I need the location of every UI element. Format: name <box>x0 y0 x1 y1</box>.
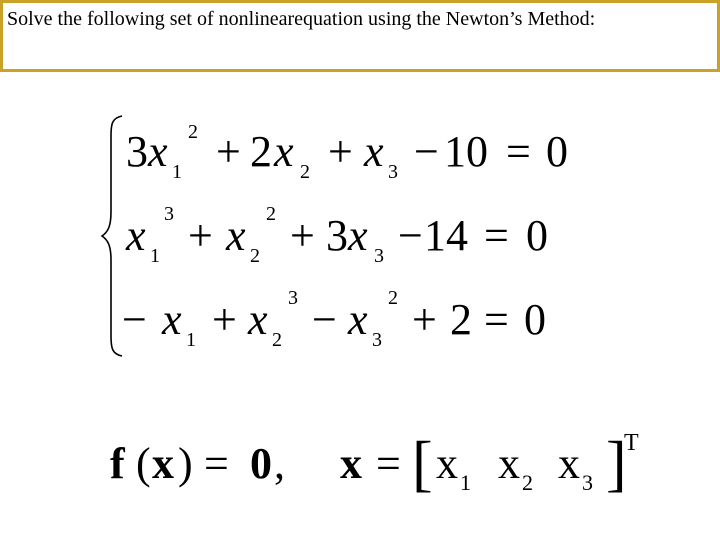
vec-f: f <box>110 439 125 488</box>
eq1-equals: = <box>506 127 531 176</box>
eq1-sup1: 2 <box>188 121 198 143</box>
eq2-sub3: 3 <box>374 245 384 267</box>
vec-v1: x <box>436 439 458 488</box>
equation-1 <box>126 121 568 183</box>
eq2-op3: − <box>398 211 423 260</box>
eq1-var1: x <box>148 127 168 176</box>
eq2-op1: + <box>188 211 213 260</box>
eq2-rhs: 0 <box>526 211 548 260</box>
eq3-lead: − <box>122 295 147 344</box>
eq2-var2: x <box>226 211 246 260</box>
eq1-op2: + <box>328 127 353 176</box>
eq3-op2: − <box>312 295 337 344</box>
eq2-sub1: 1 <box>150 245 160 267</box>
eq3-equals: = <box>484 295 509 344</box>
vec-x2: x <box>340 439 362 488</box>
eq3-sup2: 3 <box>288 287 298 309</box>
vec-lparen: ( <box>136 439 151 488</box>
system-brace <box>102 116 122 356</box>
vec-v3: x <box>558 439 580 488</box>
vec-lbracket: [ <box>412 430 433 498</box>
vec-x: x <box>152 439 174 488</box>
vec-equals2: = <box>376 439 401 488</box>
eq3-op3: + <box>412 295 437 344</box>
eq3-sub1: 1 <box>186 329 196 351</box>
vec-transpose: T <box>624 430 639 456</box>
vec-zero: 0 <box>250 439 272 488</box>
eq1-op3: − <box>414 127 439 176</box>
eq3-const: 2 <box>450 295 472 344</box>
vec-v2: x <box>498 439 520 488</box>
eq1-sub3: 3 <box>388 161 398 183</box>
eq2-var1: x <box>126 211 146 260</box>
eq3-sup3: 2 <box>388 287 398 309</box>
eq3-sub3: 3 <box>372 329 382 351</box>
vec-rbracket: ] <box>606 430 627 498</box>
eq2-sup2: 2 <box>266 203 276 225</box>
eq3-sub2: 2 <box>272 329 282 351</box>
eq3-var1: x <box>162 295 182 344</box>
eq2-equals: = <box>484 211 509 260</box>
vec-equals: = <box>204 439 229 488</box>
vector-equation <box>100 420 660 510</box>
eq1-var3: x <box>364 127 384 176</box>
eq2-sub2: 2 <box>250 245 260 267</box>
eq2-coef3: 3 <box>326 211 348 260</box>
eq2-const: 14 <box>424 211 468 260</box>
slide-title: Solve the following set of nonlinearequation using the Newton’s Method: <box>7 8 596 30</box>
equation-system <box>100 110 660 370</box>
vec-comma: , <box>274 439 285 488</box>
eq3-var3: x <box>348 295 368 344</box>
eq1-coef1: 3 <box>126 127 148 176</box>
vec-rparen: ) <box>178 439 193 488</box>
eq1-rhs: 0 <box>546 127 568 176</box>
eq1-op1: + <box>216 127 241 176</box>
eq2-sup1: 3 <box>164 203 174 225</box>
vec-s1: 1 <box>460 470 471 495</box>
eq1-var2: x <box>274 127 294 176</box>
vec-s2: 2 <box>522 470 533 495</box>
vec-s3: 3 <box>582 470 593 495</box>
eq1-sub2: 2 <box>300 161 310 183</box>
eq1-const: 10 <box>444 127 488 176</box>
title-box <box>0 0 720 72</box>
equation-3 <box>122 287 546 351</box>
eq3-rhs: 0 <box>524 295 546 344</box>
equation-2 <box>125 203 548 267</box>
eq3-op1: + <box>212 295 237 344</box>
eq1-sub1: 1 <box>172 161 182 183</box>
eq2-op2: + <box>290 211 315 260</box>
eq3-var2: x <box>248 295 268 344</box>
eq1-coef2: 2 <box>250 127 272 176</box>
eq2-var3: x <box>348 211 368 260</box>
